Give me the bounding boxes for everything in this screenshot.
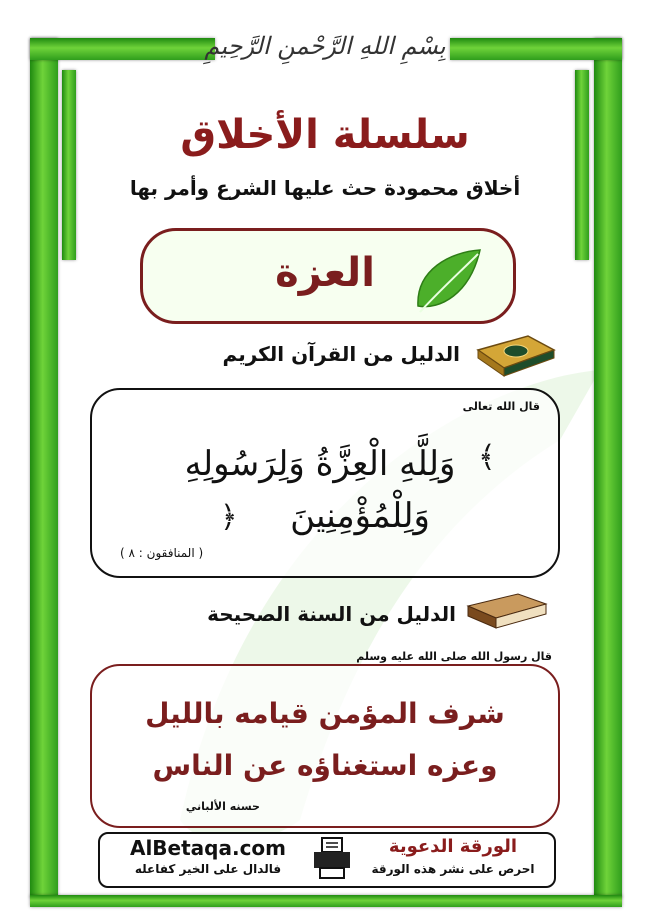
frame-inner-right-top: [575, 70, 589, 260]
frame-top-left: [30, 38, 215, 60]
site-tagline: فالدال على الخير كفاعله: [134, 862, 282, 876]
quran-verse-line1: وَلِلَّهِ الْعِزَّةُ وَلِرَسُولِهِ: [184, 444, 456, 484]
quran-verse-line2: وَلِلْمُؤْمِنِينَ: [290, 496, 430, 536]
series-title: سلسلة الأخلاق: [180, 112, 470, 158]
basmala: بِسْمِ اللهِ الرَّحْمنِ الرَّحِيمِ: [204, 32, 446, 60]
quran-intro: قال الله تعالى: [462, 400, 540, 413]
series-subtitle: أخلاق محمودة حث عليها الشرع وأمر بها: [129, 176, 521, 200]
printer-icon: [312, 836, 352, 880]
sunnah-intro: قال رسول الله صلى الله عليه وسلم: [356, 650, 552, 663]
ornament-bracket-icon: ﴾: [478, 440, 496, 475]
book-icon: [462, 590, 552, 630]
hadith-line1: شرف المؤمن قيامه بالليل: [145, 697, 505, 730]
quran-reference: ( المنافقون : ٨ ): [120, 546, 204, 560]
brand-name: الورقة الدعوية: [388, 836, 518, 857]
sunnah-section-heading: الدليل من السنة الصحيحة: [207, 602, 456, 626]
hadith-grading: حسنه الألباني: [185, 800, 260, 813]
site-link[interactable]: AlBetaqa.com: [129, 836, 287, 860]
frame-bottom: [30, 895, 622, 907]
ornament-bracket-icon: ﴿: [220, 500, 238, 535]
brand-tagline: احرص على نشر هذه الورقة: [371, 862, 535, 876]
frame-left-bar: [30, 38, 58, 898]
quran-section-heading: الدليل من القرآن الكريم: [222, 342, 460, 366]
hadith-line2: وعزه استغناؤه عن الناس: [152, 749, 498, 782]
leaf-icon: [410, 246, 486, 318]
frame-top-right: [450, 38, 622, 60]
frame-inner-left-top: [62, 70, 76, 260]
frame-right-bar: [594, 38, 622, 898]
quran-book-icon: [468, 328, 558, 378]
topic-title: العزة: [275, 250, 375, 296]
